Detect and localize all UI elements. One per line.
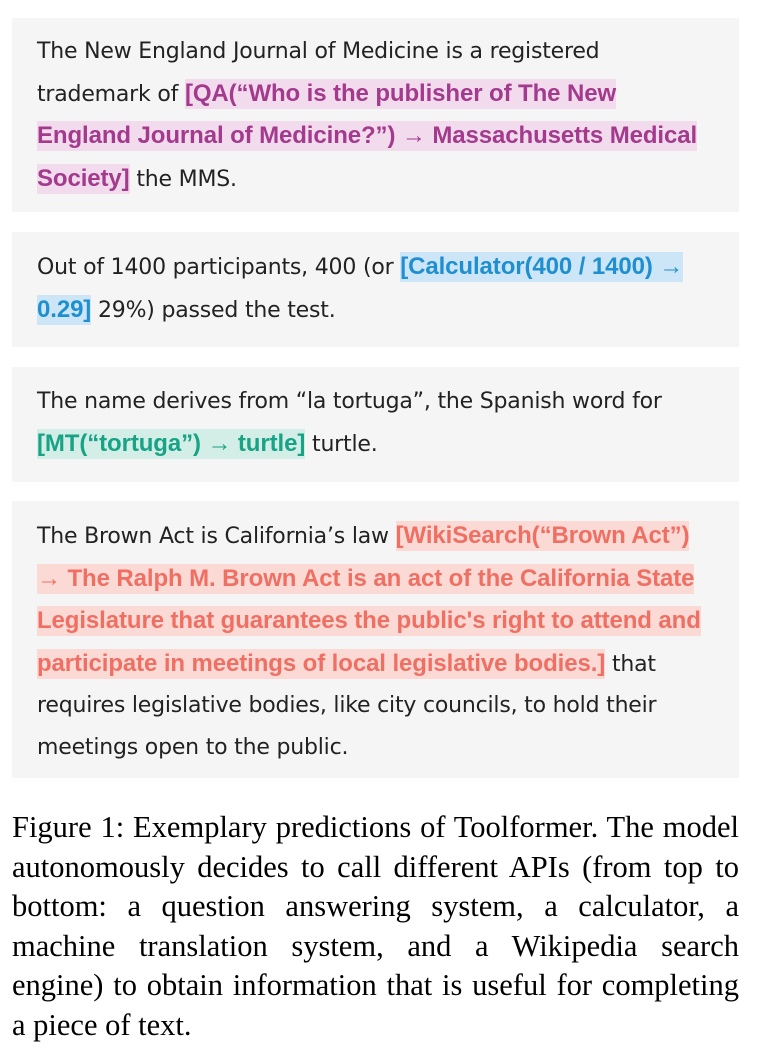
example-calculator xyxy=(12,232,739,347)
example-wikisearch xyxy=(12,501,739,778)
example-wiki-text-after: that requires legislative bodies, like city councils, to hold their meetings open to the public. xyxy=(37,651,657,760)
example-calculator-text-after: 29%) passed the test. xyxy=(91,297,336,323)
example-mt-text-before: The name derives from “la tortuga”, the Spanish word for xyxy=(37,389,662,414)
example-qa-text-before: The New England Journal of Medicine is a registered trademark of xyxy=(37,39,600,107)
example-calculator-text-before: Out of 1400 participants, 400 (or xyxy=(37,255,401,280)
mt-api-call: [MT(“tortuga”) → turtle] xyxy=(37,429,306,457)
wikisearch-api-call: [WikiSearch(“Brown Act”) → The Ralph M. Brown Act is an act of the California State Legislature that guarantees the public's right to attend and participate in meetings of local legislative bodies.] xyxy=(37,522,701,677)
example-mt-text-after: turtle. xyxy=(305,431,378,457)
example-qa xyxy=(12,18,739,212)
example-wiki-text-before: The Brown Act is California’s law xyxy=(37,524,396,549)
example-qa-text-after: the MMS. xyxy=(129,166,237,192)
qa-api-call: [QA(“Who is the publisher of The New England Journal of Medicine?”) → Massachusetts Medical Society] xyxy=(37,79,698,192)
figure-caption: Figure 1: Exemplary predictions of Toolformer. The model autonomously decides to call different APIs (from top to bottom: a question answering system, a calculator, a machine translation system, and a Wikipedia search engine) to obtain information that is useful for completing a piece of text. xyxy=(12,810,739,1042)
calculator-api-call: [Calculator(400 / 1400) → 0.29] xyxy=(37,253,684,323)
example-machine-translation xyxy=(12,367,739,482)
